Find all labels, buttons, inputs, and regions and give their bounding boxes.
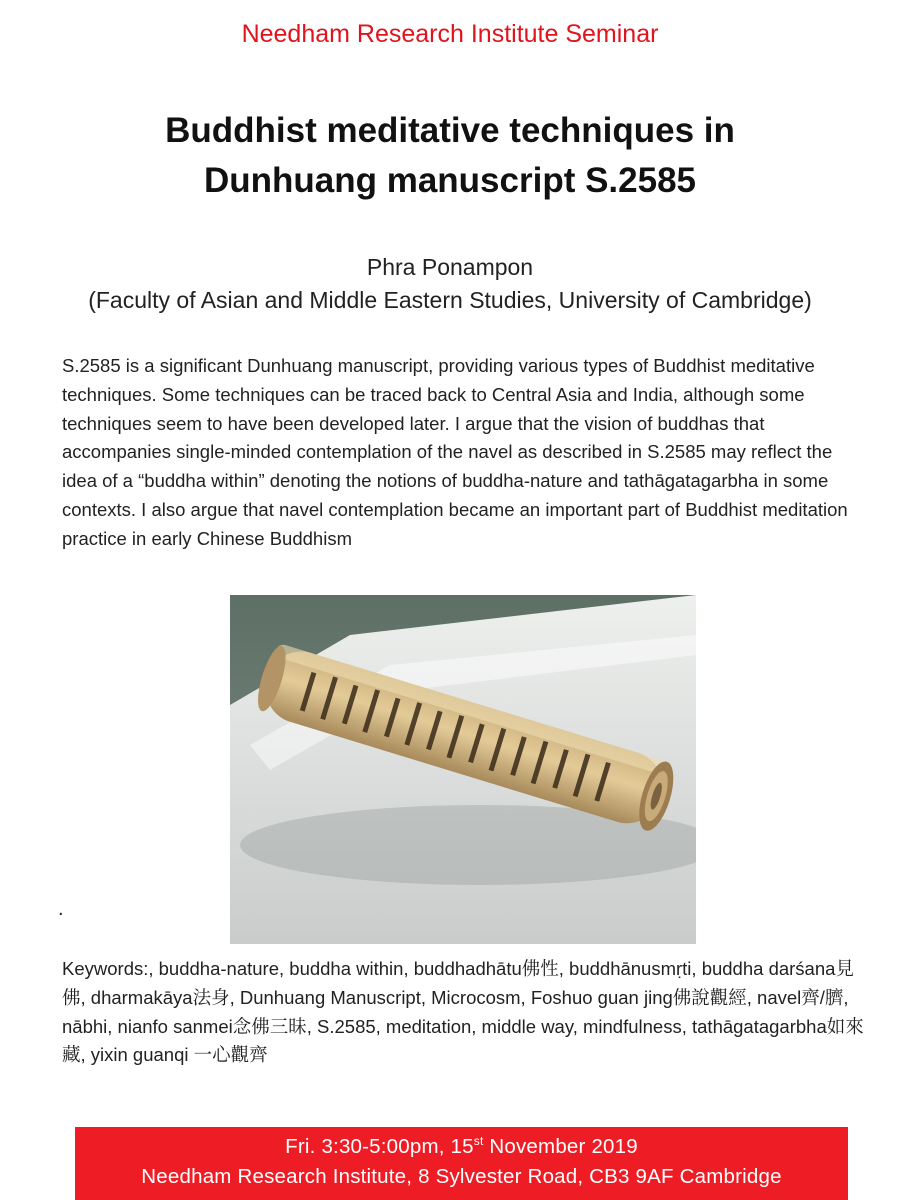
talk-title [60, 106, 840, 206]
stray-period-mark: . [58, 898, 64, 920]
event-time-prefix: Fri. 3:30-5:00pm, 15 [285, 1135, 474, 1158]
abstract-text: S.2585 is a significant Dunhuang manuscript, providing various types of Buddhist meditative techniques. Some techniques can be traced back to Central Asia and India, although some techniques seem to have been developed later. I argue that the vision of buddhas that accompanies single-minded contemplation of the navel as described in S.2585 may reflect the idea of a “buddha within” denoting the notions of buddha-nature and tathāgatagarbha in some contexts. I also argue that navel contemplation became an important part of Buddhist meditation practice in early Chinese Buddhism [62, 355, 848, 549]
talk-title-line-2: Dunhuang manuscript S.2585 [203, 161, 697, 200]
speaker-name: Phra Ponampon [366, 254, 534, 280]
event-date-ordinal: st [473, 1134, 484, 1148]
speaker-block [0, 251, 900, 317]
seminar-header: Needham Research Institute Seminar [241, 20, 659, 48]
speaker-affiliation: (Faculty of Asian and Middle Eastern Studies, University of Cambridge) [88, 287, 812, 313]
manuscript-scroll-photo [230, 595, 696, 944]
keywords-text: Keywords:, buddha-nature, buddha within, buddhadhātu佛性, buddhānusmṛti, buddha darśana見佛, dharmakāya法身, Dunhuang Manuscript, Microcosm, Foshuo guan jing佛說觀經, navel齊/臍, nābhi, nianfo sanmei念佛三昧, S.2585, meditation, middle way, mindfulness, tathāgatagarbha如來藏, yixin guanqi 一心觀齊 [62, 958, 864, 1066]
event-time-suffix: November 2019 [483, 1135, 638, 1158]
event-details-bar [75, 1127, 848, 1200]
event-venue: Needham Research Institute, 8 Sylvester Road, CB3 9AF Cambridge [141, 1165, 782, 1188]
talk-title-line-1: Buddhist meditative techniques in [165, 111, 735, 150]
event-time [75, 1132, 848, 1162]
manuscript-scroll-image [230, 595, 696, 944]
